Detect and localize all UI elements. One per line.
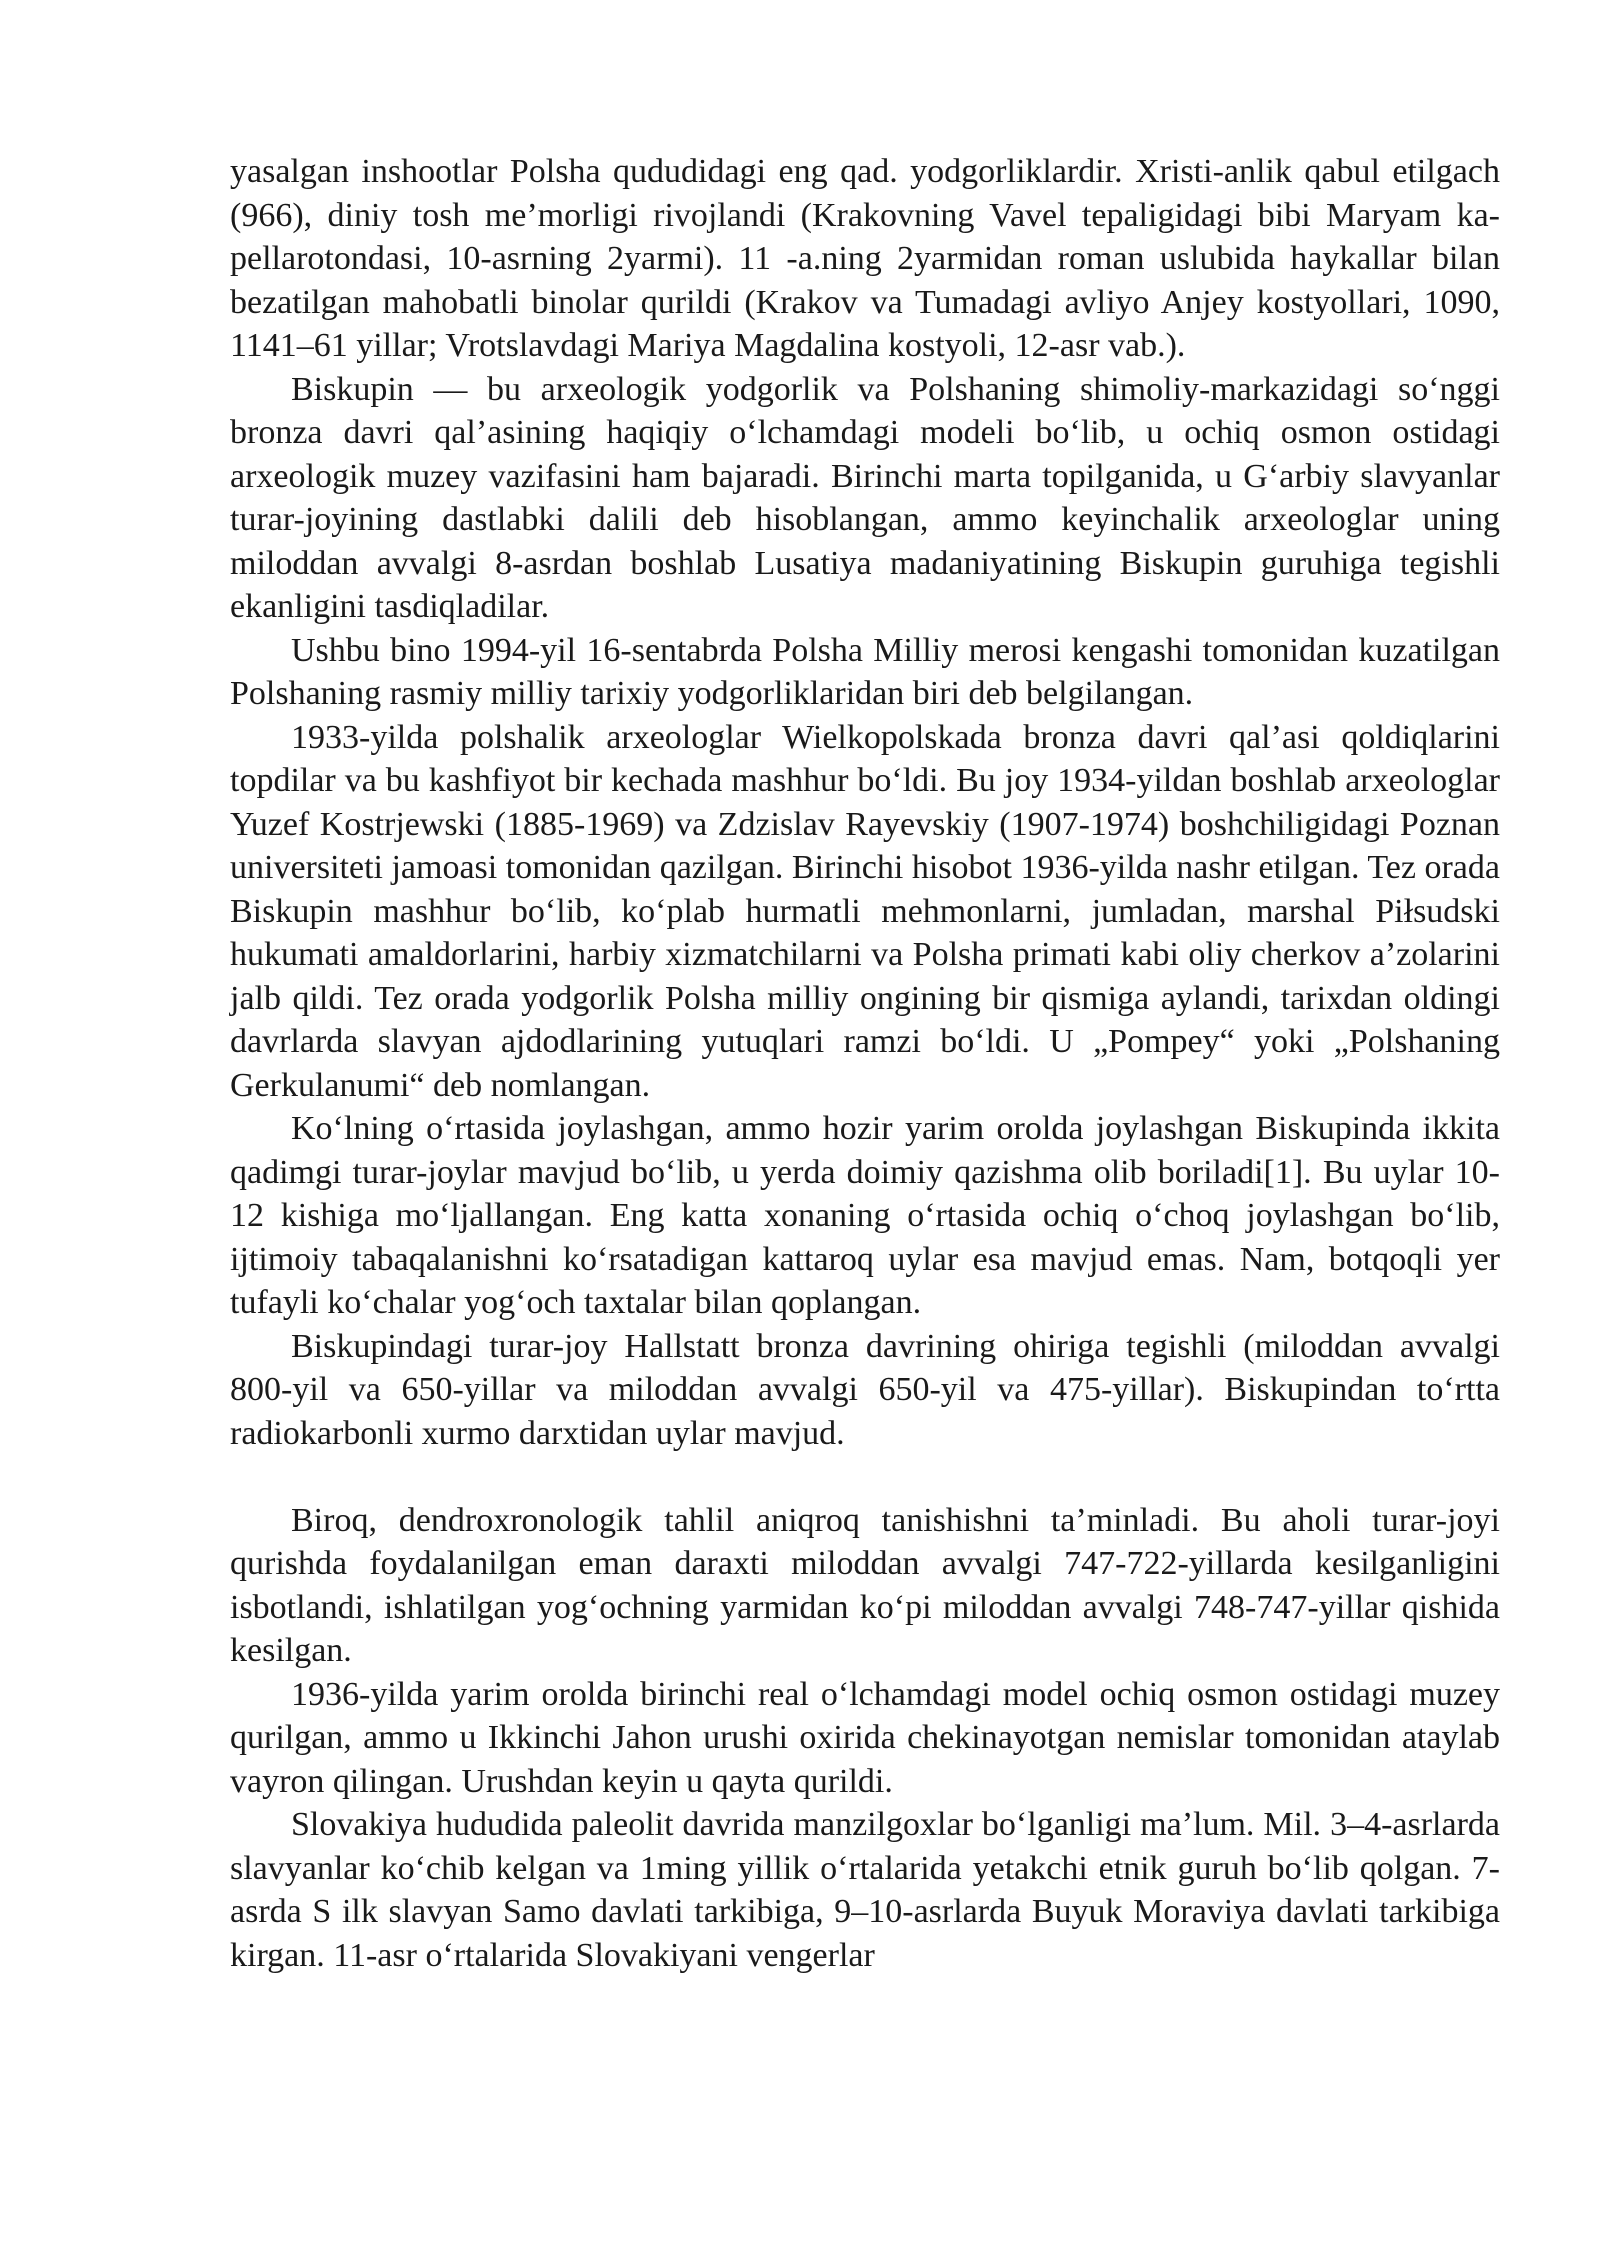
paragraph-biskupin-intro: Biskupin — bu arxeologik yodgorlik va Polshaning shimoliy-markazidagi so‘nggi bronza davri qal’asining haqiqiy o‘lchamdagi modeli bo‘lib, u ochiq osmon ostidagi arxeologik muzey vazifasini ham bajaradi. Birinchi marta topilganida, u G‘arbiy slavyanlar turar-joyining dastlabki dalili deb hisoblangan, ammo keyinchalik arxeologlar uning miloddan avvalgi 8-asrdan boshlab Lusatiya madaniyatining Biskupin guruhiga tegishli ekanligini tasdiqladilar. [230,370,1500,625]
paragraph-polish-architecture: yasalgan inshootlar Polsha qududidagi eng qad. yodgorliklardir. Xristi-anlik qabul etilgach (966), diniy tosh me’morligi rivojlandi (Krakovning Vavel tepaligidagi bibi Maryam ka-pellarotondasi, 10-asrning 2yarmi). 11 -a.ning 2yarmidan roman uslubida haykallar bilan bezatilgan mahobatli binolar qurildi (Krakov va Tumadagi avliyo Anjey kostyollari, 1090, 1141–61 yillar; Vrotslavdagi Mariya Magdalina kostyoli, 12-asr vab.). [230,153,1500,364]
document-body [230,150,1500,1977]
paragraph-dendrochronology: Biroq, dendroxronologik tahlil aniqroq tanishishni ta’minladi. Bu aholi turar-joyi qurishda foydalanilgan eman daraxti miloddan avvalgi 747-722-yillarda kesilganligini isbotlandi, ishlatilgan yog‘ochning yarmidan ko‘pi miloddan avvalgi 748-747-yillar qishida kesilgan. [230,1501,1500,1669]
paragraph-museum-1936: 1936-yilda yarim orolda birinchi real o‘lchamdagi model ochiq osmon ostidagi muzey qurilgan, ammo u Ikkinchi Jahon urushi oxirida chekinayotgan nemislar tomonidan ataylab vayron qilingan. Urushdan keyin u qayta qurildi. [230,1675,1500,1800]
paragraph-slovakia: Slovakiya hududida paleolit davrida manzilgoxlar bo‘lganligi ma’lum. Mil. 3–4-asrlarda slavyanlar ko‘chib kelgan va 1ming yillik o‘rtalarida yetakchi etnik guruh bo‘lib qolgan. 7-asrda S ilk slavyan Samo davlati tarkibiga, 9–10-asrlarda Buyuk Moraviya davlati tarkibiga kirgan. 11-asr o‘rtalarida Slovakiyani vengerlar [230,1806,1500,1974]
paragraph-heritage-status: Ushbu bino 1994-yil 16-sentabrda Polsha Milliy merosi kengashi tomonidan kuzatilgan Polshaning rasmiy milliy tarixiy yodgorliklaridan biri deb belgilangan. [230,631,1500,712]
paragraph-lake-settlement: Ko‘lning o‘rtasida joylashgan, ammo hozir yarim orolda joylashgan Biskupinda ikkita qadimgi turar-joylar mavjud bo‘lib, u yerda doimiy qazishma olib boriladi[1]. Bu uylar 10-12 kishiga mo‘ljallangan. Eng katta xonaning o‘rtasida ochiq o‘choq joylashgan bo‘lib, ijtimoiy tabaqalanishni ko‘rsatadigan kattaroq uylar esa mavjud emas. Nam, botqoqli yer tufayli ko‘chalar yog‘och taxtalar bilan qoplangan. [230,1110,1500,1321]
paragraph-hallstatt-dating: Biskupindagi turar-joy Hallstatt bronza davrining ohiriga tegishli (miloddan avvalgi 800-yil va 650-yillar va miloddan avvalgi 650-yil va 475-yillar). Biskupindan to‘rtta radiokarbonli xurmo darxtidan uylar mavjud. [230,1327,1500,1452]
paragraph-discovery-1933: 1933-yilda polshalik arxeologlar Wielkopolskada bronza davri qal’asi qoldiqlarini topdilar va bu kashfiyot bir kechada mashhur bo‘ldi. Bu joy 1934-yildan boshlab arxeologlar Yuzef Kostrjewski (1885-1969) va Zdzislav Rayevskiy (1907-1974) boshchiligidagi Poznan universiteti jamoasi tomonidan qazilgan. Birinchi hisobot 1936-yilda nashr etilgan. Tez orada Biskupin mashhur bo‘lib, ko‘plab hurmatli mehmonlarni, jumladan, marshal Piłsudski hukumati amaldorlarini, harbiy xizmatchilarni va Polsha primati kabi oliy cherkov a’zolarini jalb qildi. Tez orada yodgorlik Polsha milliy ongining bir qismiga aylandi, tarixdan oldingi davrlarda slavyan ajdodlarining yutuqlari ramzi bo‘ldi. U „Pompey“ yoki „Polshaning Gerkulanumi“ deb nomlangan. [230,718,1500,1104]
paragraph-gap [230,1455,1500,1499]
